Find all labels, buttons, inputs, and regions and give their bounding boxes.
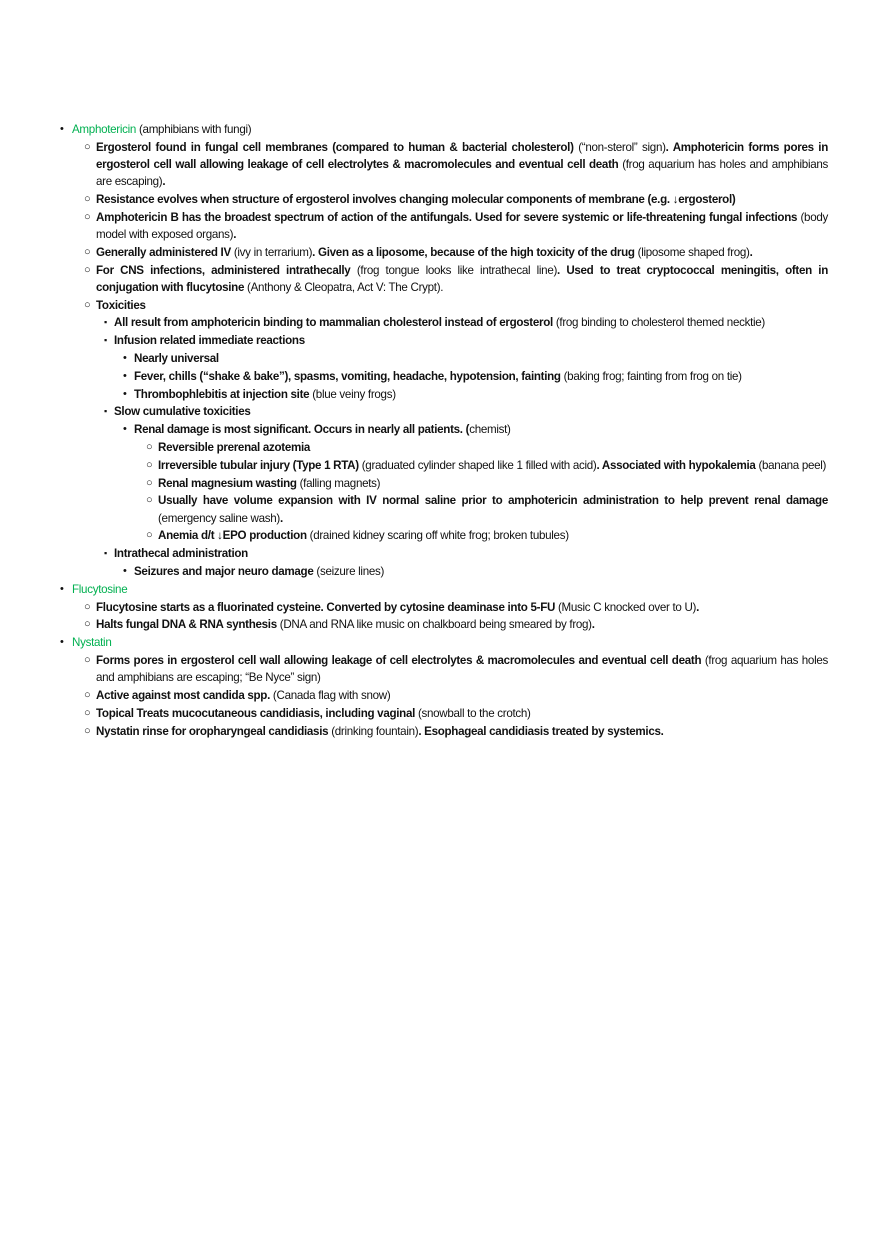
bold-text: . [591, 618, 595, 632]
list-item [0, 599, 828, 616]
bold-text: Thrombophlebitis at injection site [134, 387, 310, 401]
bold-text: All result from amphotericin binding to mammalian cholesterol instead of ergosterol [114, 316, 553, 330]
bold-text: Slow cumulative toxicities [114, 405, 251, 419]
bold-text: Toxicities [96, 298, 146, 312]
mnemonic-text: (Music C knocked over to U) [555, 600, 697, 614]
mnemonic-text: (“non-sterol” sign) [573, 140, 666, 154]
mnemonic-text: (body model with exposed organs) [96, 210, 828, 241]
bold-text: Amphotericin B has the broadest spectrum of action of the antifungals. Used for severe systemic or life-threatening fungal infections [96, 210, 798, 224]
bold-text: Halts fungal DNA & RNA synthesis [96, 618, 277, 632]
bold-text: Fever, chills (“shake & bake”), spasms, vomiting, headache, hypotension, fainting [134, 369, 561, 383]
bold-text: Resistance evolves when structure of ergosterol involves changing molecular components of membrane (e.g. ↓ergosterol) [96, 193, 736, 206]
bold-text: Nearly universal [134, 351, 219, 365]
bullet-icon: • [60, 582, 64, 595]
mnemonic-text: (snowball to the crotch) [415, 706, 531, 720]
circle-bullet-icon: ○ [84, 298, 91, 311]
bold-text: . [279, 511, 283, 525]
list-item [0, 350, 828, 367]
bold-text: Renal damage is most significant. Occurs in nearly all patients. ( [134, 423, 470, 437]
bold-text: Generally administered IV [96, 245, 231, 259]
list-item [0, 616, 828, 633]
list-item [0, 191, 828, 208]
bold-text: Intrathecal administration [114, 547, 248, 561]
square-bullet-icon: ▪ [104, 317, 107, 328]
list-item [0, 386, 828, 403]
circle-bullet-icon: ○ [84, 140, 91, 153]
mnemonic-text: (blue veiny frogs) [309, 387, 396, 401]
section-title: Nystatin [72, 636, 112, 650]
list-item [0, 139, 828, 191]
circle-bullet-icon: ○ [146, 440, 153, 453]
mnemonic-text: (emergency saline wash) [158, 511, 280, 525]
list-item [0, 545, 828, 562]
circle-bullet-icon: ○ [84, 688, 91, 701]
bold-text: Flucytosine starts as a fluorinated cysteine. Converted by cytosine deaminase into 5-FU [96, 600, 556, 614]
mnemonic-text: (seizure lines) [313, 564, 385, 578]
bold-text: Forms pores in ergosterol cell wall allowing leakage of cell electrolytes & macromolecules and eventual cell death [96, 653, 702, 667]
bold-text: . Amphotericin forms pores in ergosterol cell wall allowing leakage of cell electrolytes & macromolecules and eventual cell death [96, 140, 829, 171]
bold-text: Usually have volume expansion with IV normal saline prior to amphotericin administration to help prevent renal damage [158, 494, 828, 508]
mnemonic-text: (frog binding to cholesterol themed necktie) [552, 316, 765, 330]
list-item [0, 723, 828, 740]
circle-bullet-icon: ○ [84, 706, 91, 719]
list-item [0, 527, 828, 544]
list-item [0, 332, 828, 349]
bold-text: . [233, 228, 237, 241]
mnemonic-text: (frog aquarium has holes and amphibians are escaping) [96, 158, 829, 189]
list-item [0, 687, 828, 704]
section-title: Flucytosine [72, 582, 128, 596]
circle-bullet-icon: ○ [146, 458, 153, 471]
mnemonic-text: (Anthony & Cleopatra, Act V: The Crypt). [244, 280, 444, 294]
mnemonic-text: chemist) [469, 423, 511, 437]
document-body [0, 121, 880, 740]
bold-text: . [749, 245, 753, 259]
section-heading-item [0, 581, 828, 598]
bold-text: Irreversible tubular injury (Type 1 RTA) [158, 458, 359, 472]
bold-text: Infusion related immediate reactions [114, 334, 305, 348]
square-bullet-icon: ▪ [104, 335, 107, 346]
bold-text: . Used to treat cryptococcal meningitis, often in conjugation with flucytosine [96, 263, 828, 294]
circle-bullet-icon: ○ [84, 263, 91, 276]
list-item [0, 297, 828, 314]
section-heading-item [0, 121, 828, 138]
circle-bullet-icon: ○ [84, 653, 91, 666]
mnemonic-text: (ivy in terrarium) [230, 245, 313, 259]
circle-bullet-icon: ○ [146, 476, 153, 489]
list-item [0, 563, 828, 580]
list-item [0, 439, 828, 456]
mnemonic-text: (DNA and RNA like music on chalkboard being smeared by frog) [276, 618, 592, 632]
mnemonic-text: (frog tongue looks like intrathecal line) [350, 263, 558, 277]
bullet-icon: • [123, 423, 127, 436]
section-title: Amphotericin [72, 123, 137, 136]
mnemonic-text: (falling magnets) [296, 476, 381, 490]
circle-bullet-icon: ○ [84, 600, 91, 613]
list-item [0, 492, 828, 526]
list-item [0, 457, 828, 474]
bullet-icon: • [123, 369, 127, 382]
bold-text: Renal magnesium wasting [158, 476, 297, 490]
circle-bullet-icon: ○ [84, 724, 91, 737]
bold-text: Nystatin rinse for oropharyngeal candidiasis [96, 724, 329, 738]
list-item [0, 475, 828, 492]
section-heading-item [0, 634, 828, 651]
list-item [0, 705, 828, 722]
bold-text: . Associated with hypokalemia [596, 458, 756, 472]
mnemonic-text: (frog aquarium has holes and amphibians are escaping; “Be Nyce” sign) [96, 653, 829, 685]
bullet-icon: • [60, 123, 64, 135]
bold-text: Anemia d/t ↓EPO production [158, 529, 307, 543]
bold-text: Seizures and major neuro damage [134, 564, 314, 578]
mnemonic-text: (drained kidney scaring off white frog; broken tubules) [306, 529, 569, 543]
mnemonic-text: (Canada flag with snow) [270, 688, 391, 702]
circle-bullet-icon: ○ [146, 529, 153, 542]
bold-text: Topical Treats mucocutaneous candidiasis, including vaginal [96, 706, 416, 720]
bold-text: . Given as a liposome, because of the high toxicity of the drug [312, 245, 635, 259]
list-item [0, 262, 828, 296]
bullet-icon: • [123, 564, 127, 577]
bold-text: Reversible prerenal azotemia [158, 440, 311, 454]
bullet-icon: • [123, 351, 127, 364]
square-bullet-icon: ▪ [104, 406, 107, 417]
square-bullet-icon: ▪ [104, 548, 107, 559]
list-item [0, 403, 828, 420]
circle-bullet-icon: ○ [146, 494, 153, 507]
bold-text: For CNS infections, administered intrathecally [96, 263, 351, 277]
bold-text: . [696, 600, 700, 614]
mnemonic-text: (graduated cylinder shaped like 1 filled with acid) [358, 458, 597, 472]
bold-text: Active against most candida spp. [96, 688, 271, 702]
mnemonic-text: (liposome shaped frog) [634, 245, 750, 259]
mnemonic-text: (banana peel) [755, 458, 827, 472]
bold-text: . [162, 175, 166, 189]
list-item [0, 652, 828, 686]
circle-bullet-icon: ○ [84, 245, 91, 258]
circle-bullet-icon: ○ [84, 193, 91, 205]
bullet-icon: • [60, 636, 64, 649]
mnemonic-text: (drinking fountain) [328, 724, 419, 738]
circle-bullet-icon: ○ [84, 210, 91, 223]
list-item [0, 421, 828, 438]
list-item [0, 314, 828, 331]
list-item [0, 368, 828, 385]
mnemonic-text: (baking frog; fainting from frog on tie) [560, 369, 742, 383]
list-item [0, 209, 828, 243]
list-item [0, 244, 828, 261]
circle-bullet-icon: ○ [84, 618, 91, 631]
mnemonic-text: (amphibians with fungi) [136, 123, 252, 136]
bold-text: . Esophageal candidiasis treated by systemics. [418, 724, 664, 738]
bold-text: Ergosterol found in fungal cell membranes (compared to human & bacterial cholesterol) [96, 140, 574, 154]
bullet-icon: • [123, 387, 127, 400]
